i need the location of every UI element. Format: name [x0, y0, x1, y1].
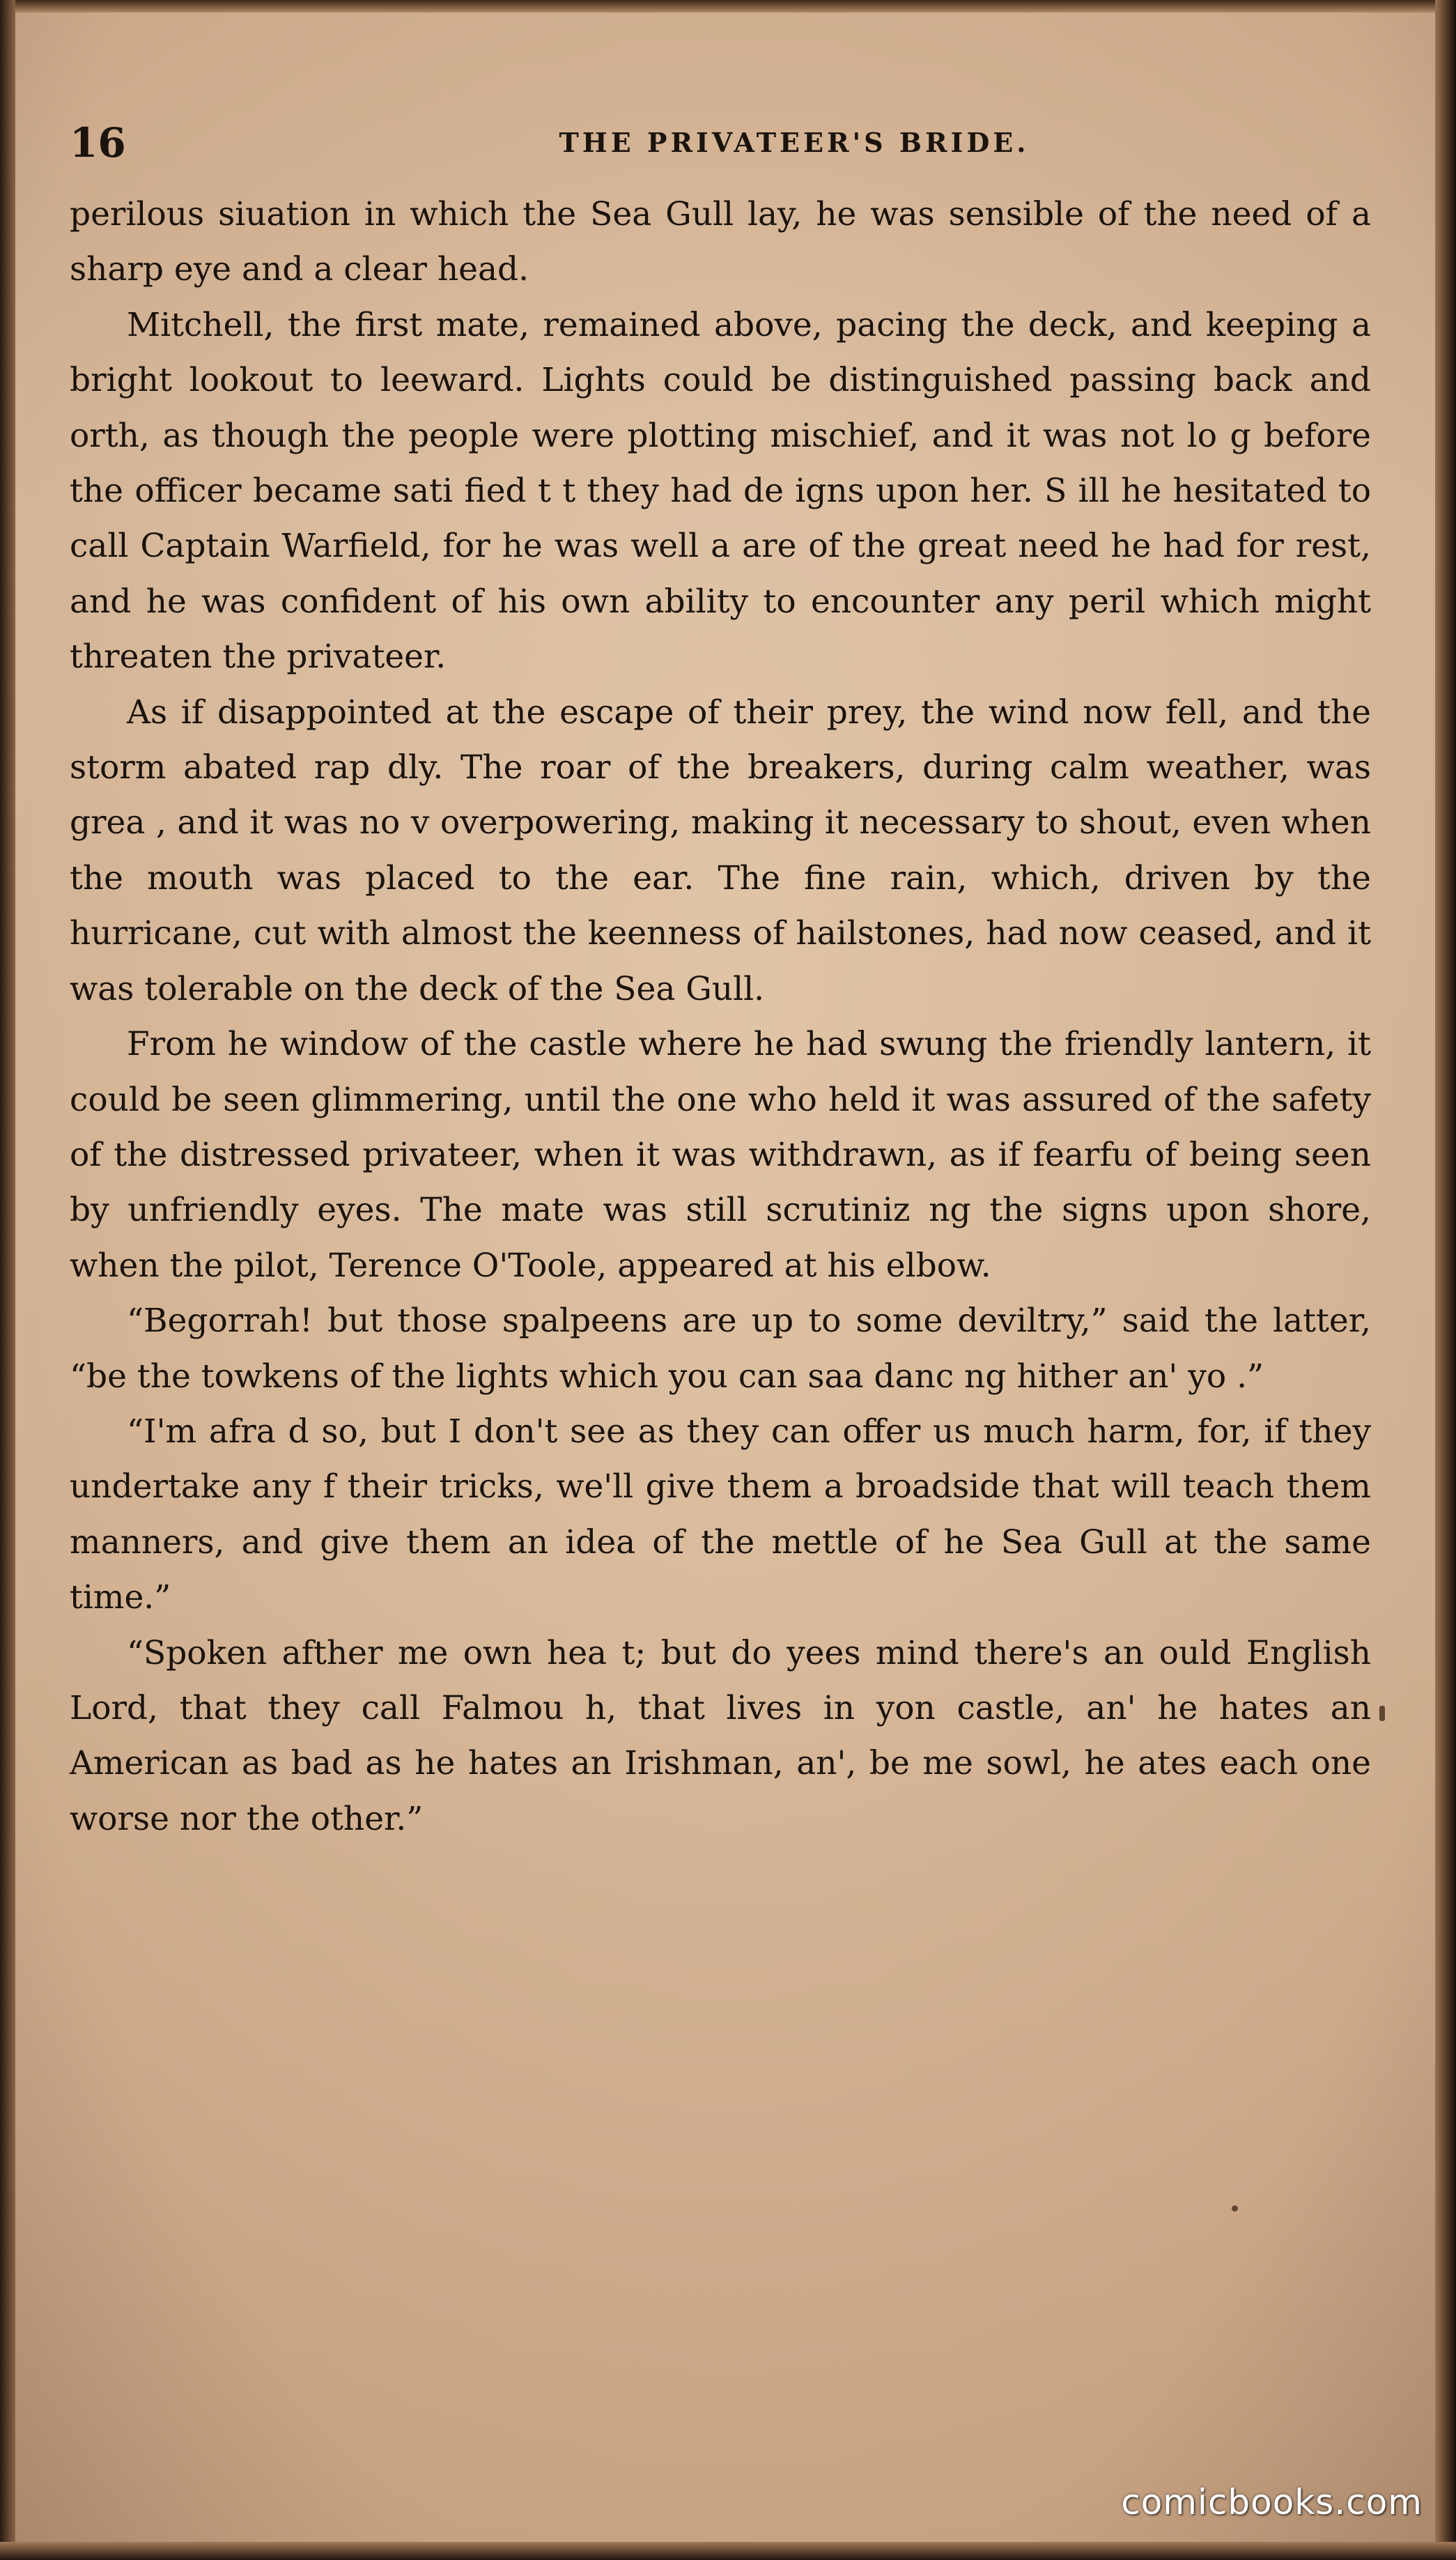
paragraph: As if disappointed at the escape of their prey, the wind now fell, and the storm abated rap dly. The roar of the breakers, during calm weather, was grea , and it was no v overpowering, making it necessary to shout, even when the mouth was placed to the ear. The fine rain, which, driven by the hurricane, cut with almost the keenness of hailstones, had now ceased, and it was tolerable on the deck of the Sea Gull.: [70, 693, 1371, 1008]
page-edge-bottom: [0, 2542, 1456, 2560]
page-number: 16: [70, 119, 126, 167]
page-edge-top: [0, 0, 1456, 13]
page-edge-right: [1435, 0, 1456, 2560]
paragraph: “Spoken afther me own hea t; but do yees mind there's an ould English Lord, that they call Falmou h, that lives in yon castle, an' he hates an American as bad as he hates an Irishman, an', be me sowl, he ates each one worse nor the other.”: [70, 1633, 1371, 1838]
paragraph: Mitchell, the first mate, remained above, pacing the deck, and keeping a bright lookout to leeward. Lights could be distinguished passing back and orth, as though the people were plotting mischief, and it was not lo g before the officer became sati fied t t they had de igns upon her. S ill he hesitated to call Captain Warfield, for he was well a are of the great need he had for rest, and he was confident of his own ability to encounter any peril which might threaten the privateer.: [70, 305, 1371, 677]
paragraph: perilous siuation in which the Sea Gull lay, he was sensible of the need of a sharp eye and a clear head.: [70, 195, 1371, 289]
paragraph: From he window of the castle where he had swung the friendly lantern, it could be seen glimmering, until the one who held it was assured of the safety of the distressed privateer, when it was withdrawn, as if fearfu of being seen by unfriendly eyes. The mate was still scrutiniz ng the signs upon shore, when the pilot, Terence O'Toole, appeared at his elbow.: [70, 1025, 1371, 1285]
paragraph: “I'm afra d so, but I don't see as they can offer us much harm, for, if they undertake any f their tricks, we'll give them a broadside that will teach them manners, and give them an idea of the mettle of he Sea Gull at the same time.”: [70, 1412, 1371, 1617]
paragraph: “Begorrah! but those spalpeens are up to some deviltry,” said the latter, “be the towkens of the lights which you can saa danc ng hither an' yo .”: [70, 1302, 1371, 1396]
body-text: [70, 187, 1371, 1846]
watermark: comicbooks.com: [1121, 2482, 1423, 2522]
page-edge-left: [0, 0, 15, 2560]
running-head: [70, 115, 1379, 171]
ink-speck: [1379, 1706, 1385, 1721]
ink-speck: [1232, 2205, 1238, 2212]
running-title: THE PRIVATEER'S BRIDE.: [559, 127, 1030, 158]
